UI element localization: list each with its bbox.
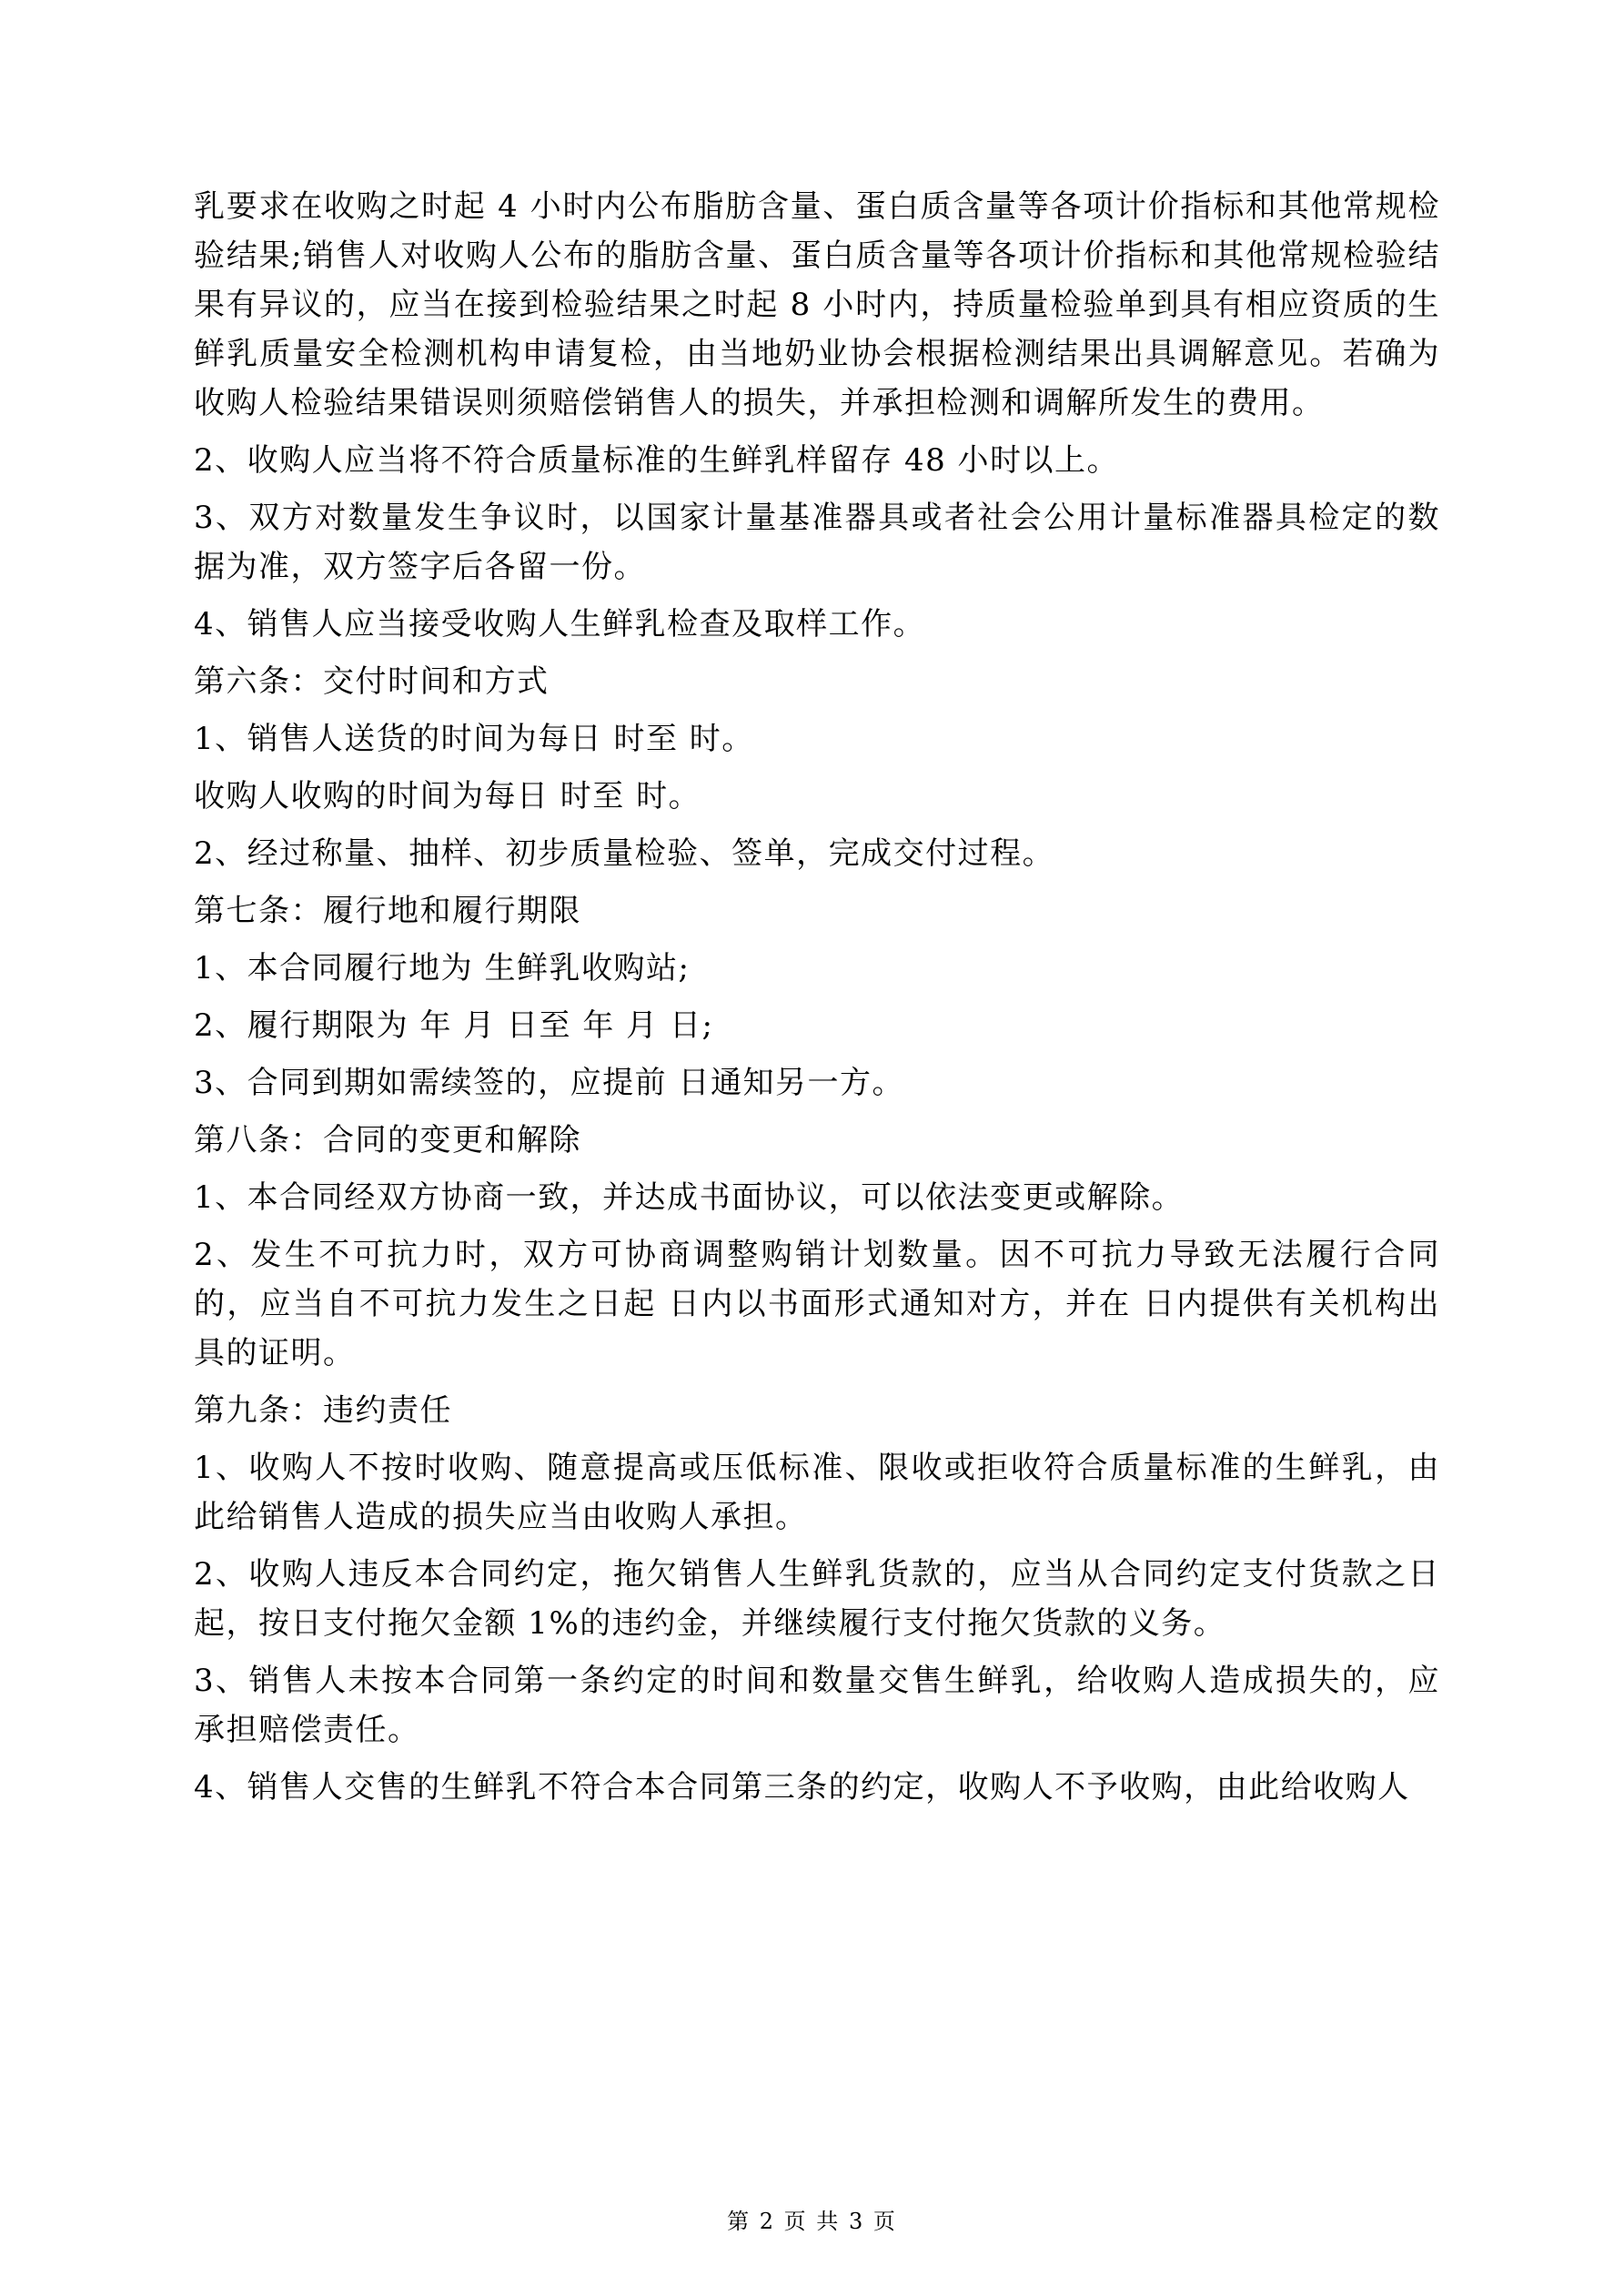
paragraph: 收购人收购的时间为每日 时至 时。 [194,778,701,814]
paragraph: 1、本合同履行地为 生鲜乳收购站; [194,950,691,986]
paragraph: 2、经过称量、抽样、初步质量检验、签单，完成交付过程。 [194,835,1055,872]
section-heading: 第九条：违约责任 [194,1392,452,1429]
paragraph: 3、合同到期如需续签的，应提前 日通知另一方。 [194,1065,904,1101]
paragraph: 3、销售人未按本合同第一条约定的时间和数量交售生鲜乳，给收购人造成损失的，应承担赔偿责任。 [194,1663,1440,1748]
section-heading: 第八条：合同的变更和解除 [194,1122,581,1158]
paragraph: 1、销售人送货的时间为每日 时至 时。 [194,721,754,757]
section-heading: 第六条：交付时间和方式 [194,663,550,700]
paragraph: 1、本合同经双方协商一致，并达成书面协议，可以依法变更或解除。 [194,1179,1185,1216]
document-body [194,182,1440,1820]
paragraph: 4、销售人应当接受收购人生鲜乳检查及取样工作。 [194,606,926,642]
paragraph: 3、双方对数量发生争议时，以国家计量基准器具或者社会公用计量标准器具检定的数据为准，双方签字后各留一份。 [194,500,1440,585]
paragraph: 4、销售人交售的生鲜乳不符合本合同第三条的约定，收购人不予收购，由此给收购人 [194,1769,1410,1805]
page-footer: 第 2 页 共 3 页 [727,2209,897,2234]
paragraph: 2、收购人违反本合同约定，拖欠销售人生鲜乳货款的，应当从合同约定支付货款之日起，按日支付拖欠金额 1%的违约金，并继续履行支付拖欠货款的义务。 [194,1556,1440,1642]
paragraph: 2、发生不可抗力时，双方可协商调整购销计划数量。因不可抗力导致无法履行合同的，应当自不可抗力发生之日起 日内以书面形式通知对方，并在 日内提供有关机构出具的证明。 [194,1237,1440,1371]
paragraph: 2、履行期限为 年 月 日至 年 月 日; [194,1007,714,1044]
paragraph: 2、收购人应当将不符合质量标准的生鲜乳样留存 48 小时以上。 [194,442,1120,479]
section-heading: 第七条：履行地和履行期限 [194,893,581,929]
paragraph: 1、收购人不按时收购、随意提高或压低标准、限收或拒收符合质量标准的生鲜乳，由此给销售人造成的损失应当由收购人承担。 [194,1450,1440,1535]
paragraph: 乳要求在收购之时起 4 小时内公布脂肪含量、蛋白质含量等各项计价指标和其他常规检验结果;销售人对收购人公布的脂肪含量、蛋白质含量等各项计价指标和其他常规检验结果有异议的，应当在接到检验结果之时起 8 小时内，持质量检验单到具有相应资质的生鲜乳质量安全检测机构申请复检，由当地奶业协会根据检测结果出具调解意见。若确为收购人检验结果错误则须赔偿销售人的损失，并承担检测和调解所发生的费用。 [194,188,1440,421]
